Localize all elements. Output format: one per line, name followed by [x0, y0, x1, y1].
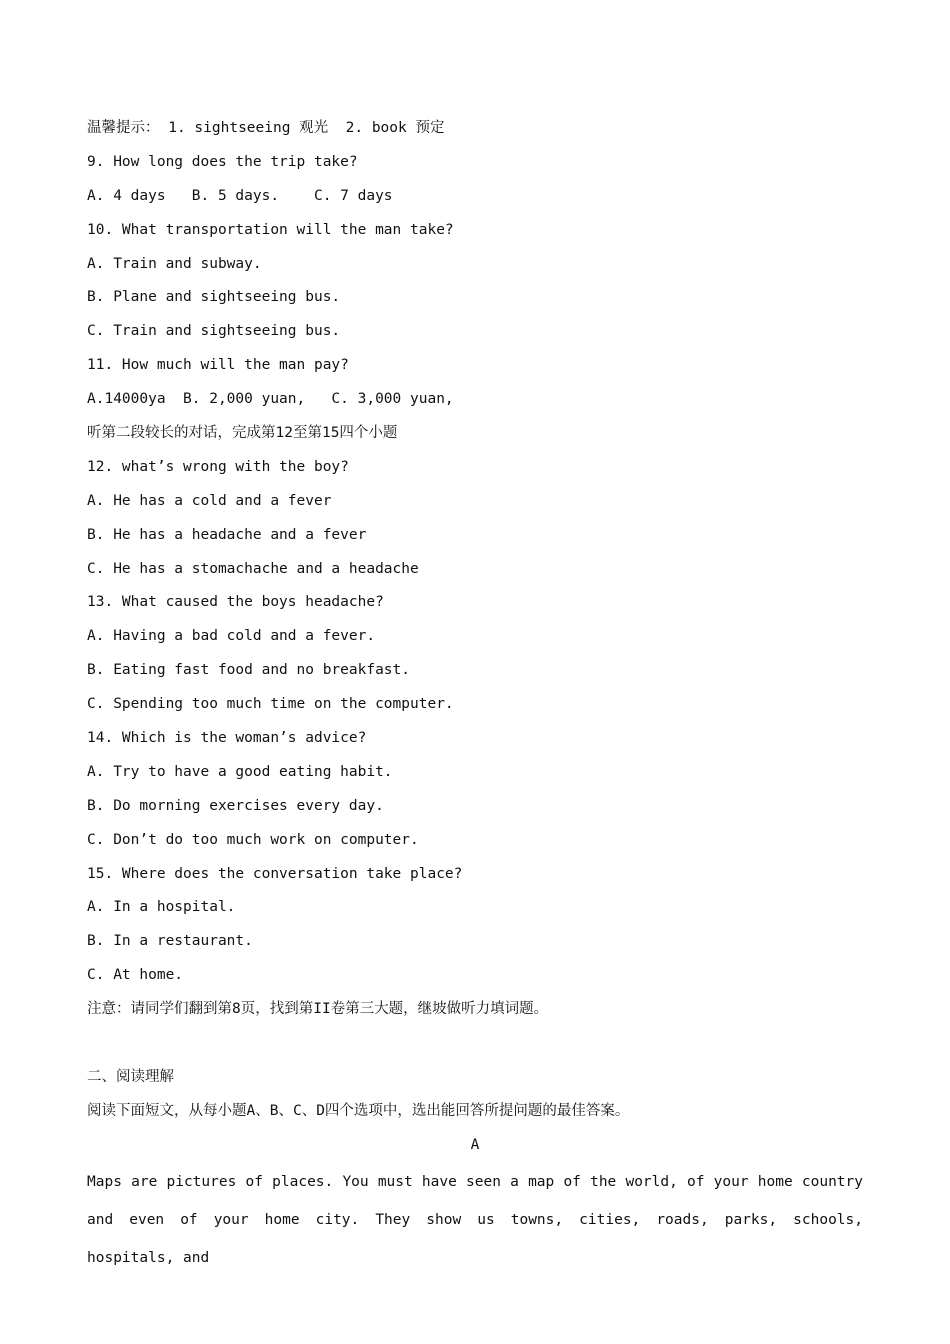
question-14: 14. Which is the woman’s advice?: [87, 730, 367, 747]
question-13-option-c: C. Spending too much time on the computer.: [87, 696, 454, 713]
question-12-option-b: B. He has a headache and a fever: [87, 526, 367, 543]
question-14-option-b: B. Do morning exercises every day.: [87, 797, 384, 814]
question-13-option-b: B. Eating fast food and no breakfast.: [87, 662, 411, 679]
question-15-option-a: A. In a hospital.: [87, 899, 236, 916]
passage-text: Maps are pictures of places. You must have seen a map of the world, of your home country and even of your home city. They show us towns, cities, roads, parks, schools, hospitals, and: [87, 1173, 863, 1266]
listening-note: 注意：请同学们翻到第8页，找到第II卷第三大题，继坡做听力填词题。: [87, 1001, 549, 1018]
question-11: 11. How much will the man pay?: [87, 357, 349, 374]
question-12: 12. what’s wrong with the boy?: [87, 458, 349, 475]
question-9: 9. How long does the trip take?: [87, 153, 358, 170]
document-page: [87, 112, 867, 1277]
dialogue-2-instruction: 听第二段较长的对话，完成第12至第15四个小题: [87, 425, 398, 442]
question-14-option-c: C. Don’t do too much work on computer.: [87, 831, 419, 848]
question-15-option-b: B. In a restaurant.: [87, 933, 253, 950]
question-10: 10. What transportation will the man take?: [87, 221, 454, 238]
question-15-option-c: C. At home.: [87, 967, 184, 984]
question-10-option-b: B. Plane and sightseeing bus.: [87, 289, 341, 306]
passage-label: A: [470, 1136, 480, 1153]
question-10-option-a: A. Train and subway.: [87, 255, 262, 272]
question-12-option-a: A. He has a cold and a fever: [87, 492, 332, 509]
question-15: 15. Where does the conversation take place?: [87, 865, 463, 882]
reading-section-title: 二、阅读理解: [87, 1068, 174, 1085]
question-10-option-c: C. Train and sightseeing bus.: [87, 323, 341, 340]
question-13-option-a: A. Having a bad cold and a fever.: [87, 628, 376, 645]
listening-tip: 温馨提示： 1. sightseeing 观光 2. book 预定: [87, 120, 445, 136]
reading-instruction: 阅读下面短文，从每小题A、B、C、D四个选项中，选出能回答所提问题的最佳答案。: [87, 1102, 630, 1119]
question-9-options: A. 4 days B. 5 days. C. 7 days: [87, 187, 393, 204]
section-spacer: [87, 1027, 867, 1061]
question-13: 13. What caused the boys headache?: [87, 594, 384, 611]
question-14-option-a: A. Try to have a good eating habit.: [87, 763, 393, 780]
question-11-options: A.14000ya B. 2,000 yuan, C. 3,000 yuan,: [87, 391, 454, 408]
question-12-option-c: C. He has a stomachache and a headache: [87, 560, 419, 577]
